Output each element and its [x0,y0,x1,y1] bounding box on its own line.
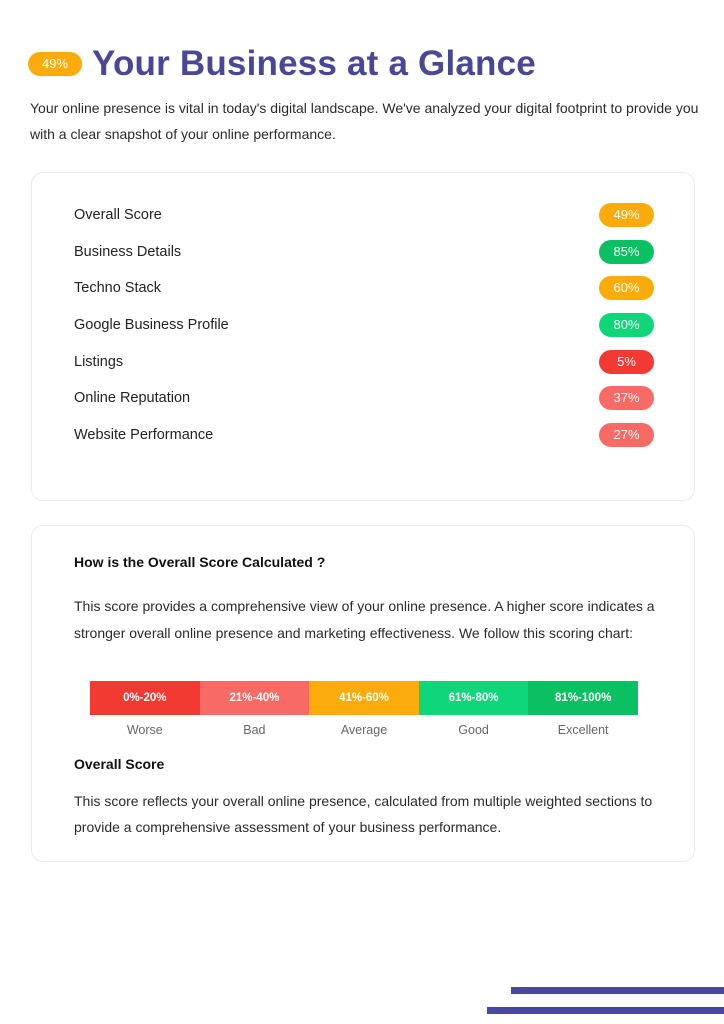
scale-segment-good: 61%-80% [419,681,529,715]
score-badge: 5% [599,350,654,374]
scale-label-excellent: Excellent [557,723,609,737]
score-row-website-performance [74,417,654,454]
score-badge: 85% [599,240,654,264]
overall-score-badge: 49% [28,52,82,76]
overall-score-text: This score reflects your overall online presence, calculated from multiple weighted sections to provide a comprehensive assessment of your business performance. [74,793,653,835]
score-label: Listings [74,353,124,370]
score-label: Overall Score [74,207,162,224]
score-badge: 49% [599,203,654,227]
calculation-text: This score provides a comprehensive view of your online presence. A higher score indicates a stronger overall online presence and marketing effectiveness. We follow this scoring chart: [74,598,655,641]
scoring-scale [90,681,638,715]
score-label: Business Details [74,243,182,260]
scoring-scale-labels [90,723,638,737]
score-badge: 27% [599,423,654,447]
score-badge: 80% [599,313,654,337]
score-row-techno-stack [74,270,654,307]
score-row-overall [74,197,654,234]
scale-segment-worse: 0%-20% [90,681,200,715]
score-row-google-business-profile [74,307,654,344]
overall-score-title: Overall Score [74,756,165,772]
intro-text: Your online presence is vital in today's digital landscape. We've analyzed your digital footprint to provide you with a clear snapshot of your online performance. [30,100,699,142]
scale-segment-bad: 21%-40% [200,681,310,715]
score-label: Online Reputation [74,390,191,407]
calculation-title: How is the Overall Score Calculated ? [74,554,326,570]
page-header [28,42,536,86]
score-calculation-card [31,525,695,862]
score-row-online-reputation [74,380,654,417]
scale-segment-average: 41%-60% [309,681,419,715]
score-badge: 60% [599,276,654,300]
scale-label-average: Average [340,723,388,737]
decorative-bar [511,987,724,994]
decorative-bar [487,1007,724,1014]
score-row-listings [74,343,654,380]
score-row-business-details [74,234,654,271]
score-badge: 37% [599,386,654,410]
scale-label-worse: Worse [126,723,163,737]
score-label: Google Business Profile [74,317,229,334]
score-label: Techno Stack [74,280,162,297]
score-summary-card [31,172,695,501]
page-title: Your Business at a Glance [92,44,536,83]
score-list [74,197,654,453]
scale-label-good: Good [458,723,489,737]
score-label: Website Performance [74,426,214,443]
scale-segment-excellent: 81%-100% [528,681,638,715]
scale-label-bad: Bad [243,723,266,737]
